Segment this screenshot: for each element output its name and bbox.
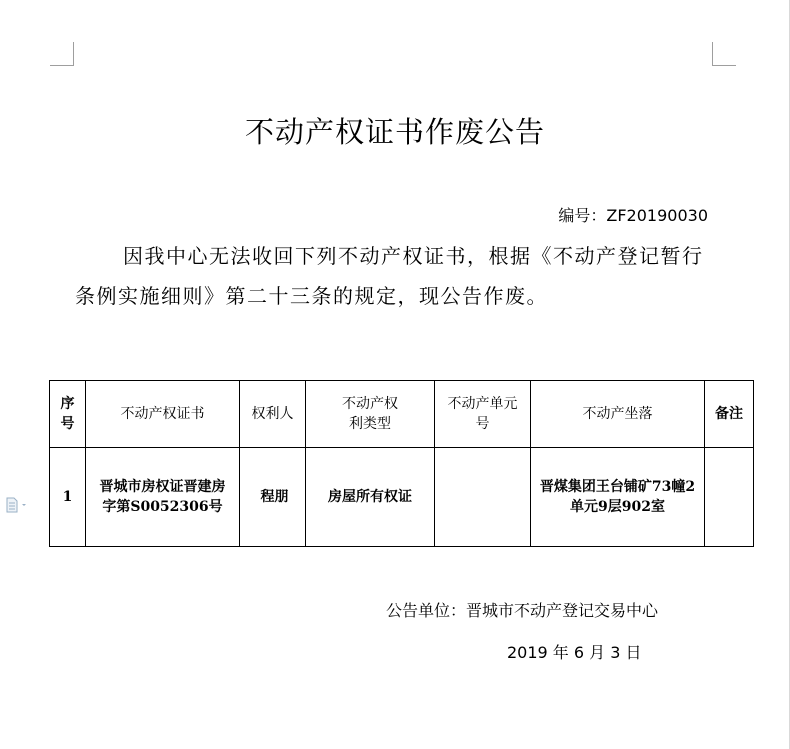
cell-holder: 程朋 <box>240 448 306 547</box>
header-holder: 权利人 <box>240 381 306 448</box>
issuing-unit: 公告单位：晋城市不动产登记交易中心 <box>386 601 659 620</box>
cell-remark <box>705 448 754 547</box>
table-row <box>50 448 754 547</box>
document-title: 不动产权证书作废公告 <box>244 115 545 149</box>
cell-type: 房屋所有权证 <box>306 448 435 547</box>
notice-body: 因我中心无法收回下列不动产权证书，根据《不动产登记暂行条例实施细则》第二十三条的规定，现公告作废。 <box>75 244 704 308</box>
document-options-icon[interactable] <box>6 497 30 513</box>
cell-cert: 晋城市房权证晋建房字第S0052306号 <box>86 448 240 547</box>
cell-location: 晋煤集团王台铺矿73幢2单元9层902室 <box>531 448 705 547</box>
header-location: 不动产坐落 <box>531 381 705 448</box>
cell-seq: 1 <box>50 448 86 547</box>
cell-unit <box>435 448 531 547</box>
header-type: 不动产权利类型 <box>306 381 435 448</box>
void-certificate-table <box>49 380 754 547</box>
table-header-row <box>50 381 754 448</box>
document-number: 编号：ZF20190030 <box>558 206 708 225</box>
header-unit: 不动产单元号 <box>435 381 531 448</box>
header-seq: 序号 <box>50 381 86 448</box>
header-remark: 备注 <box>705 381 754 448</box>
issue-date: 2019 年 6 月 3 日 <box>507 643 642 662</box>
header-cert: 不动产权证书 <box>86 381 240 448</box>
